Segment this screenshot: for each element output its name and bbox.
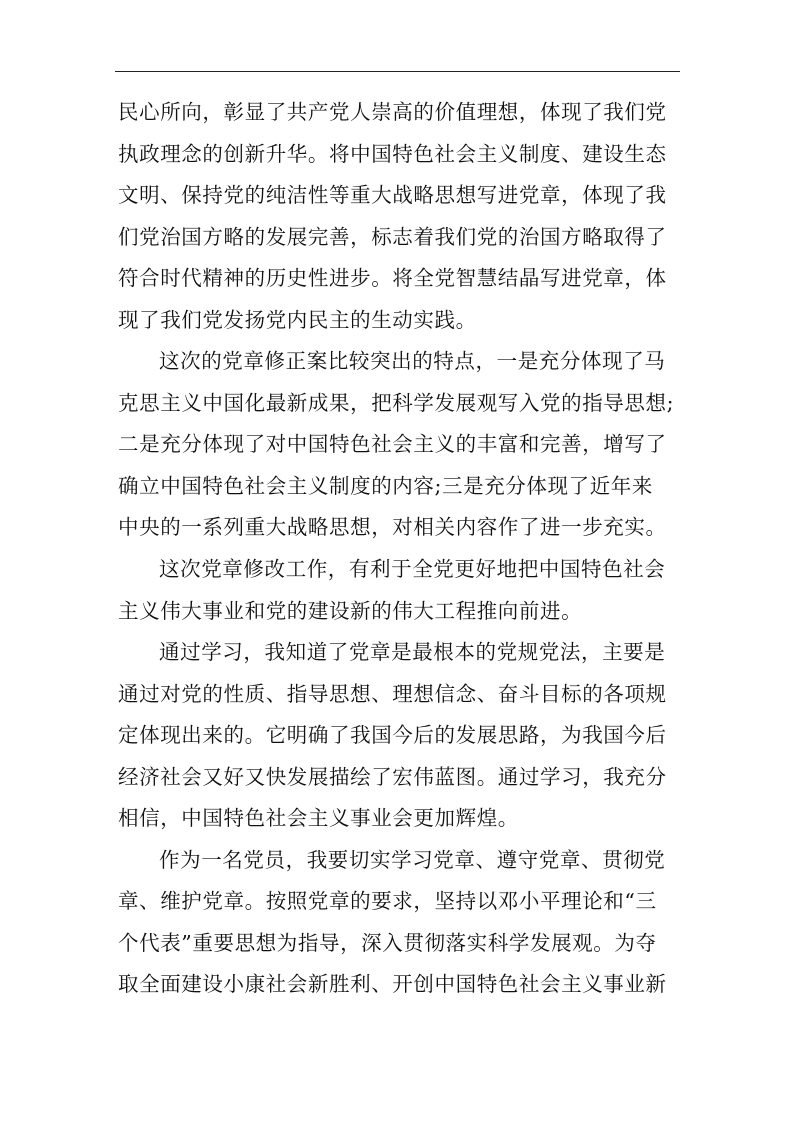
paragraph-start-line: 这次党章修改工作，有利于全党更好地把中国特色社会: [159, 557, 666, 582]
text-line: 克思主义中国化最新成果，把科学发展观写入党的指导思想;: [118, 390, 675, 415]
text-line: 通过对党的性质、指导思想、理想信念、奋斗目标的各项规: [118, 681, 667, 706]
text-line: 现了我们党发扬党内民主的生动实践。: [118, 307, 477, 332]
text-line: 章、维护党章。按照党章的要求，坚持以邓小平理论和“三: [118, 889, 657, 914]
text-line: 二是充分体现了对中国特色社会主义的丰富和完善，增写了: [118, 432, 667, 457]
text-line: 定体现出来的。它明确了我国今后的发展思路，为我国今后: [118, 723, 667, 748]
paragraph-start-line: 这次的党章修正案比较突出的特点，一是充分体现了马: [159, 349, 666, 374]
text-line: 主义伟大事业和党的建设新的伟大工程推向前进。: [118, 598, 583, 623]
body-text: [118, 92, 688, 1006]
text-line: 确立中国特色社会主义制度的内容;三是充分体现了近年来: [118, 473, 654, 498]
paragraph-start-line: 作为一名党员，我要切实学习党章、遵守党章、贯彻党: [159, 847, 666, 872]
text-line: 民心所向，彰显了共产党人崇高的价值理想，体现了我们党: [118, 100, 667, 124]
text-line: 文明、保持党的纯洁性等重大战略思想写进党章，体现了我: [118, 183, 667, 208]
header-rule: [115, 71, 680, 72]
text-line: 符合时代精神的历史性进步。将全党智慧结晶写进党章，体: [118, 266, 667, 291]
paragraph-start-line: 通过学习，我知道了党章是最根本的党规党法，主要是: [159, 640, 666, 665]
text-line: 取全面建设小康社会新胜利、开创中国特色社会主义事业新: [118, 972, 667, 997]
text-line: 们党治国方略的发展完善，标志着我们党的治国方略取得了: [118, 224, 667, 249]
text-line: 经济社会又好又快发展描绘了宏伟蓝图。通过学习，我充分: [118, 764, 667, 789]
text-line: 执政理念的创新升华。将中国特色社会主义制度、建设生态: [118, 141, 667, 166]
text-line: 相信，中国特色社会主义事业会更加辉煌。: [118, 806, 519, 831]
text-line: 中央的一系列重大战略思想，对相关内容作了进一步充实。: [118, 515, 667, 540]
text-line: 个代表”重要思想为指导，深入贯彻落实科学发展观。为夺: [118, 930, 657, 955]
